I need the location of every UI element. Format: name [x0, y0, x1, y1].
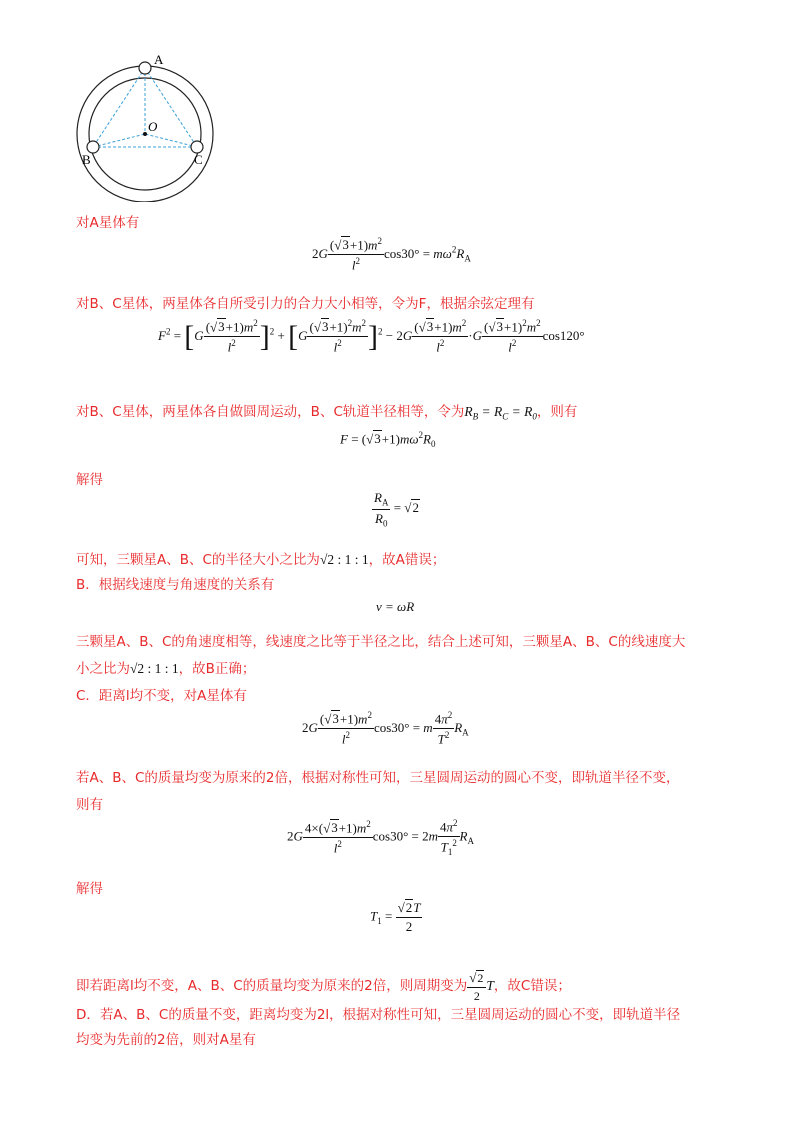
- three-star-diagram: [76, 52, 226, 202]
- text-line-11: 则有: [76, 797, 103, 813]
- equation-f: $F = (√3+1)m\omega^2R_0$: [340, 430, 436, 449]
- text-line-3: [76, 400, 577, 422]
- text-line-13-b: ，故C错误；: [493, 978, 571, 995]
- text-line-4: 解得: [76, 472, 103, 488]
- text-line-2: 对B、C星体，两星体各自所受引力的合力大小相等，令为F，根据余弦定理有: [76, 296, 535, 312]
- text-line-15: 均变为先前的2倍，则对A星有: [76, 1032, 256, 1048]
- text-line-8-a: 小之比为: [76, 661, 130, 677]
- text-line-3-b: ，则有: [536, 404, 578, 420]
- label-c: C: [194, 152, 203, 167]
- equation-cosine-law: $F^2 = [G$ $\frac{(√3+1)m^2}{l^2}$ ]$^2$ + [G $\frac{(√3+1)^2m^2}{l^2}$ ]$^2$ − 2G $\frac{(√3+1)m^2}{l^2}$ ·G $\frac{(√3+1)^2m^2}{l^2}$ cos120°: [158, 318, 585, 355]
- text-line-5: [76, 548, 445, 568]
- equation-double-mass: 2G $\frac{4\times(√3+1)m^2}{l^2}$ cos30° = 2m $\frac{4\pi^2}{T_1^2}$ $R_A$: [287, 818, 474, 858]
- ratio-value: √2 : 1 : 1: [319, 552, 369, 567]
- text-line-6: B．根据线速度与角速度的关系有: [76, 577, 275, 593]
- text-line-7: 三颗星A、B、C的角速度相等，线速度之比等于半径之比，结合上述可知，三颗星A、B、C的线速度大: [76, 634, 686, 650]
- label-o: O: [148, 119, 158, 134]
- text-line-8-b: ，故B正确；: [178, 661, 256, 677]
- rb-rc-r0: $R_B = R_C = R_0$: [464, 404, 537, 422]
- text-line-5-a: 可知，三颗星A、B、C的半径大小之比为: [76, 552, 320, 568]
- equation-a-star: 2G $\frac{(√3+1)m^2}{l^2}$ $\cos 30^\circ = m\omega^2R_A$: [312, 236, 471, 273]
- label-a: A: [154, 52, 164, 67]
- text-line-9: C．距离l均不变，对A星体有: [76, 688, 247, 704]
- text-line-1: 对A星体有: [76, 215, 140, 231]
- text-line-14: D．若A、B、C的质量不变，距离均变为2l，根据对称性可知，三星圆周运动的圆心不变，即轨道半径: [76, 1007, 681, 1023]
- text-line-13-a: 即若距离l均不变，A、B、C的质量均变为原来的2倍，则周期变为: [76, 978, 468, 995]
- ratio-value-2: √2 : 1 : 1: [130, 661, 179, 676]
- text-line-10: 若A、B、C的质量均变为原来的2倍，根据对称性可知，三星圆周运动的圆心不变，即轨道半径不变，: [76, 770, 680, 786]
- text-line-12: 解得: [76, 881, 103, 897]
- equation-a-star-period: 2G $\frac{(√3+1)m^2}{l^2}$ cos30° = m $\frac{4\pi^2}{T^2}$ $R_A$: [302, 710, 469, 747]
- center-dot: [143, 132, 147, 136]
- label-b: B: [82, 152, 91, 167]
- equation-ratio: $\frac{R_A}{R_0}$ = √2: [374, 490, 419, 529]
- equation-t1: $T_1$ = $\frac{√2T}{2}$: [370, 900, 421, 934]
- text-line-8: [76, 657, 255, 677]
- text-line-13: [76, 970, 571, 1004]
- equation-v: v = ωR: [376, 599, 415, 614]
- text-line-5-b: ，故A错误；: [368, 552, 446, 568]
- period-value: $\frac{√2}{2}$ T: [469, 970, 494, 1003]
- star-a: [139, 62, 151, 74]
- text-line-3-a: 对B、C星体，两星体各自做圆周运动，B、C轨道半径相等，令为: [76, 404, 465, 420]
